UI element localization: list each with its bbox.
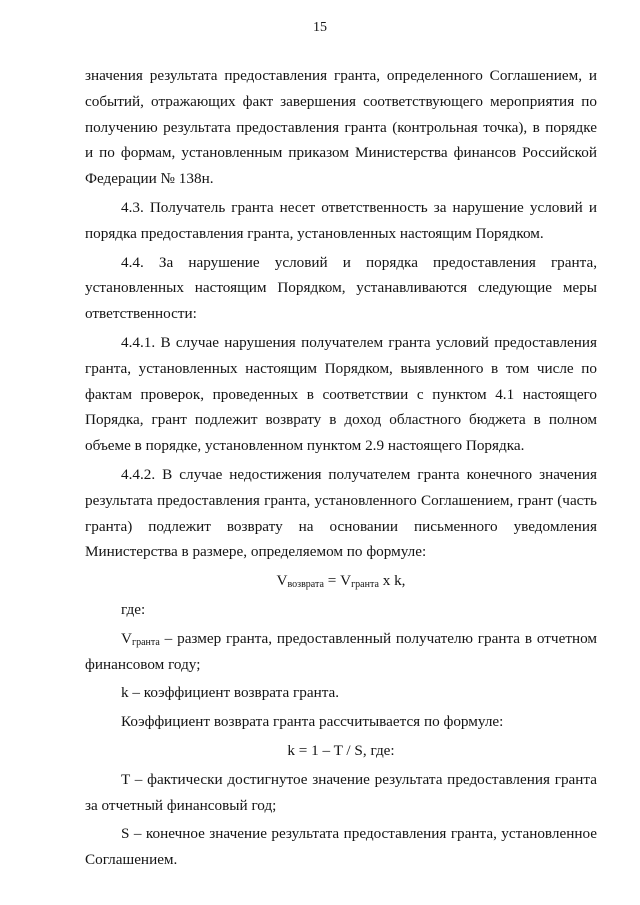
paragraph-reporting: значения результата предоставления гранта, определенного Соглашением, и событий, отражающих факт завершения соответствующего мероприятия по получению результата предоставления гранта (контрольная точка), в порядке и по формам, установленным приказом Министерства финансов Российской Федерации № 138н.	[85, 67, 597, 188]
definition-t: T – фактически достигнутое значение результата предоставления гранта за отчетный финансовый год;	[85, 770, 597, 814]
page-number: 15	[313, 20, 327, 35]
formula-sub-return: возврата	[287, 579, 324, 591]
paragraph-4-4: 4.4. За нарушение условий и порядка предоставления гранта, установленных настоящим Порядком, устанавливаются следующие меры ответственности:	[85, 253, 597, 323]
where-label: где:	[121, 600, 146, 618]
formula-coefficient: k = 1 – T / S, где:	[287, 741, 395, 759]
formula-sub-grant: гранта	[351, 579, 379, 591]
document-body	[85, 63, 597, 873]
coefficient-intro: Коэффициент возврата гранта рассчитывается по формуле:	[121, 713, 504, 731]
paragraph-4-3: 4.3. Получатель гранта несет ответственность за нарушение условий и порядка предоставления гранта, установленных настоящим Порядком.	[85, 198, 597, 242]
formula-return-amount: $V_{возврата} = V_{гранта}$ x k,	[276, 572, 406, 591]
definition-v-grant: $V_{гранта}$ – размер гранта, предоставленный получателю гранта в отчетном финансовом году;	[85, 629, 597, 673]
definition-sub-grant: гранта	[131, 636, 160, 648]
definition-k: k – коэффициент возврата гранта.	[121, 684, 340, 702]
definition-s: S – конечное значение результата предоставления гранта, установленное Соглашением.	[85, 825, 597, 869]
paragraph-4-4-1: 4.4.1. В случае нарушения получателем гранта условий предоставления гранта, установленных настоящим Порядком, выявленного в том числе по фактам проверок, проведенных в соответствии с пунктом 4.1 настоящего Порядка, грант подлежит возврату в доход областного бюджета в полном объеме в порядке, установленном пунктом 2.9 настоящего Порядка.	[85, 333, 597, 455]
paragraph-4-4-2: 4.4.2. В случае недостижения получателем гранта конечного значения результата предоставления гранта, установленного Соглашением, грант (часть гранта) подлежит возврату на основании письменного уведомления Министерства в размере, определяемом по формуле:	[85, 465, 597, 561]
